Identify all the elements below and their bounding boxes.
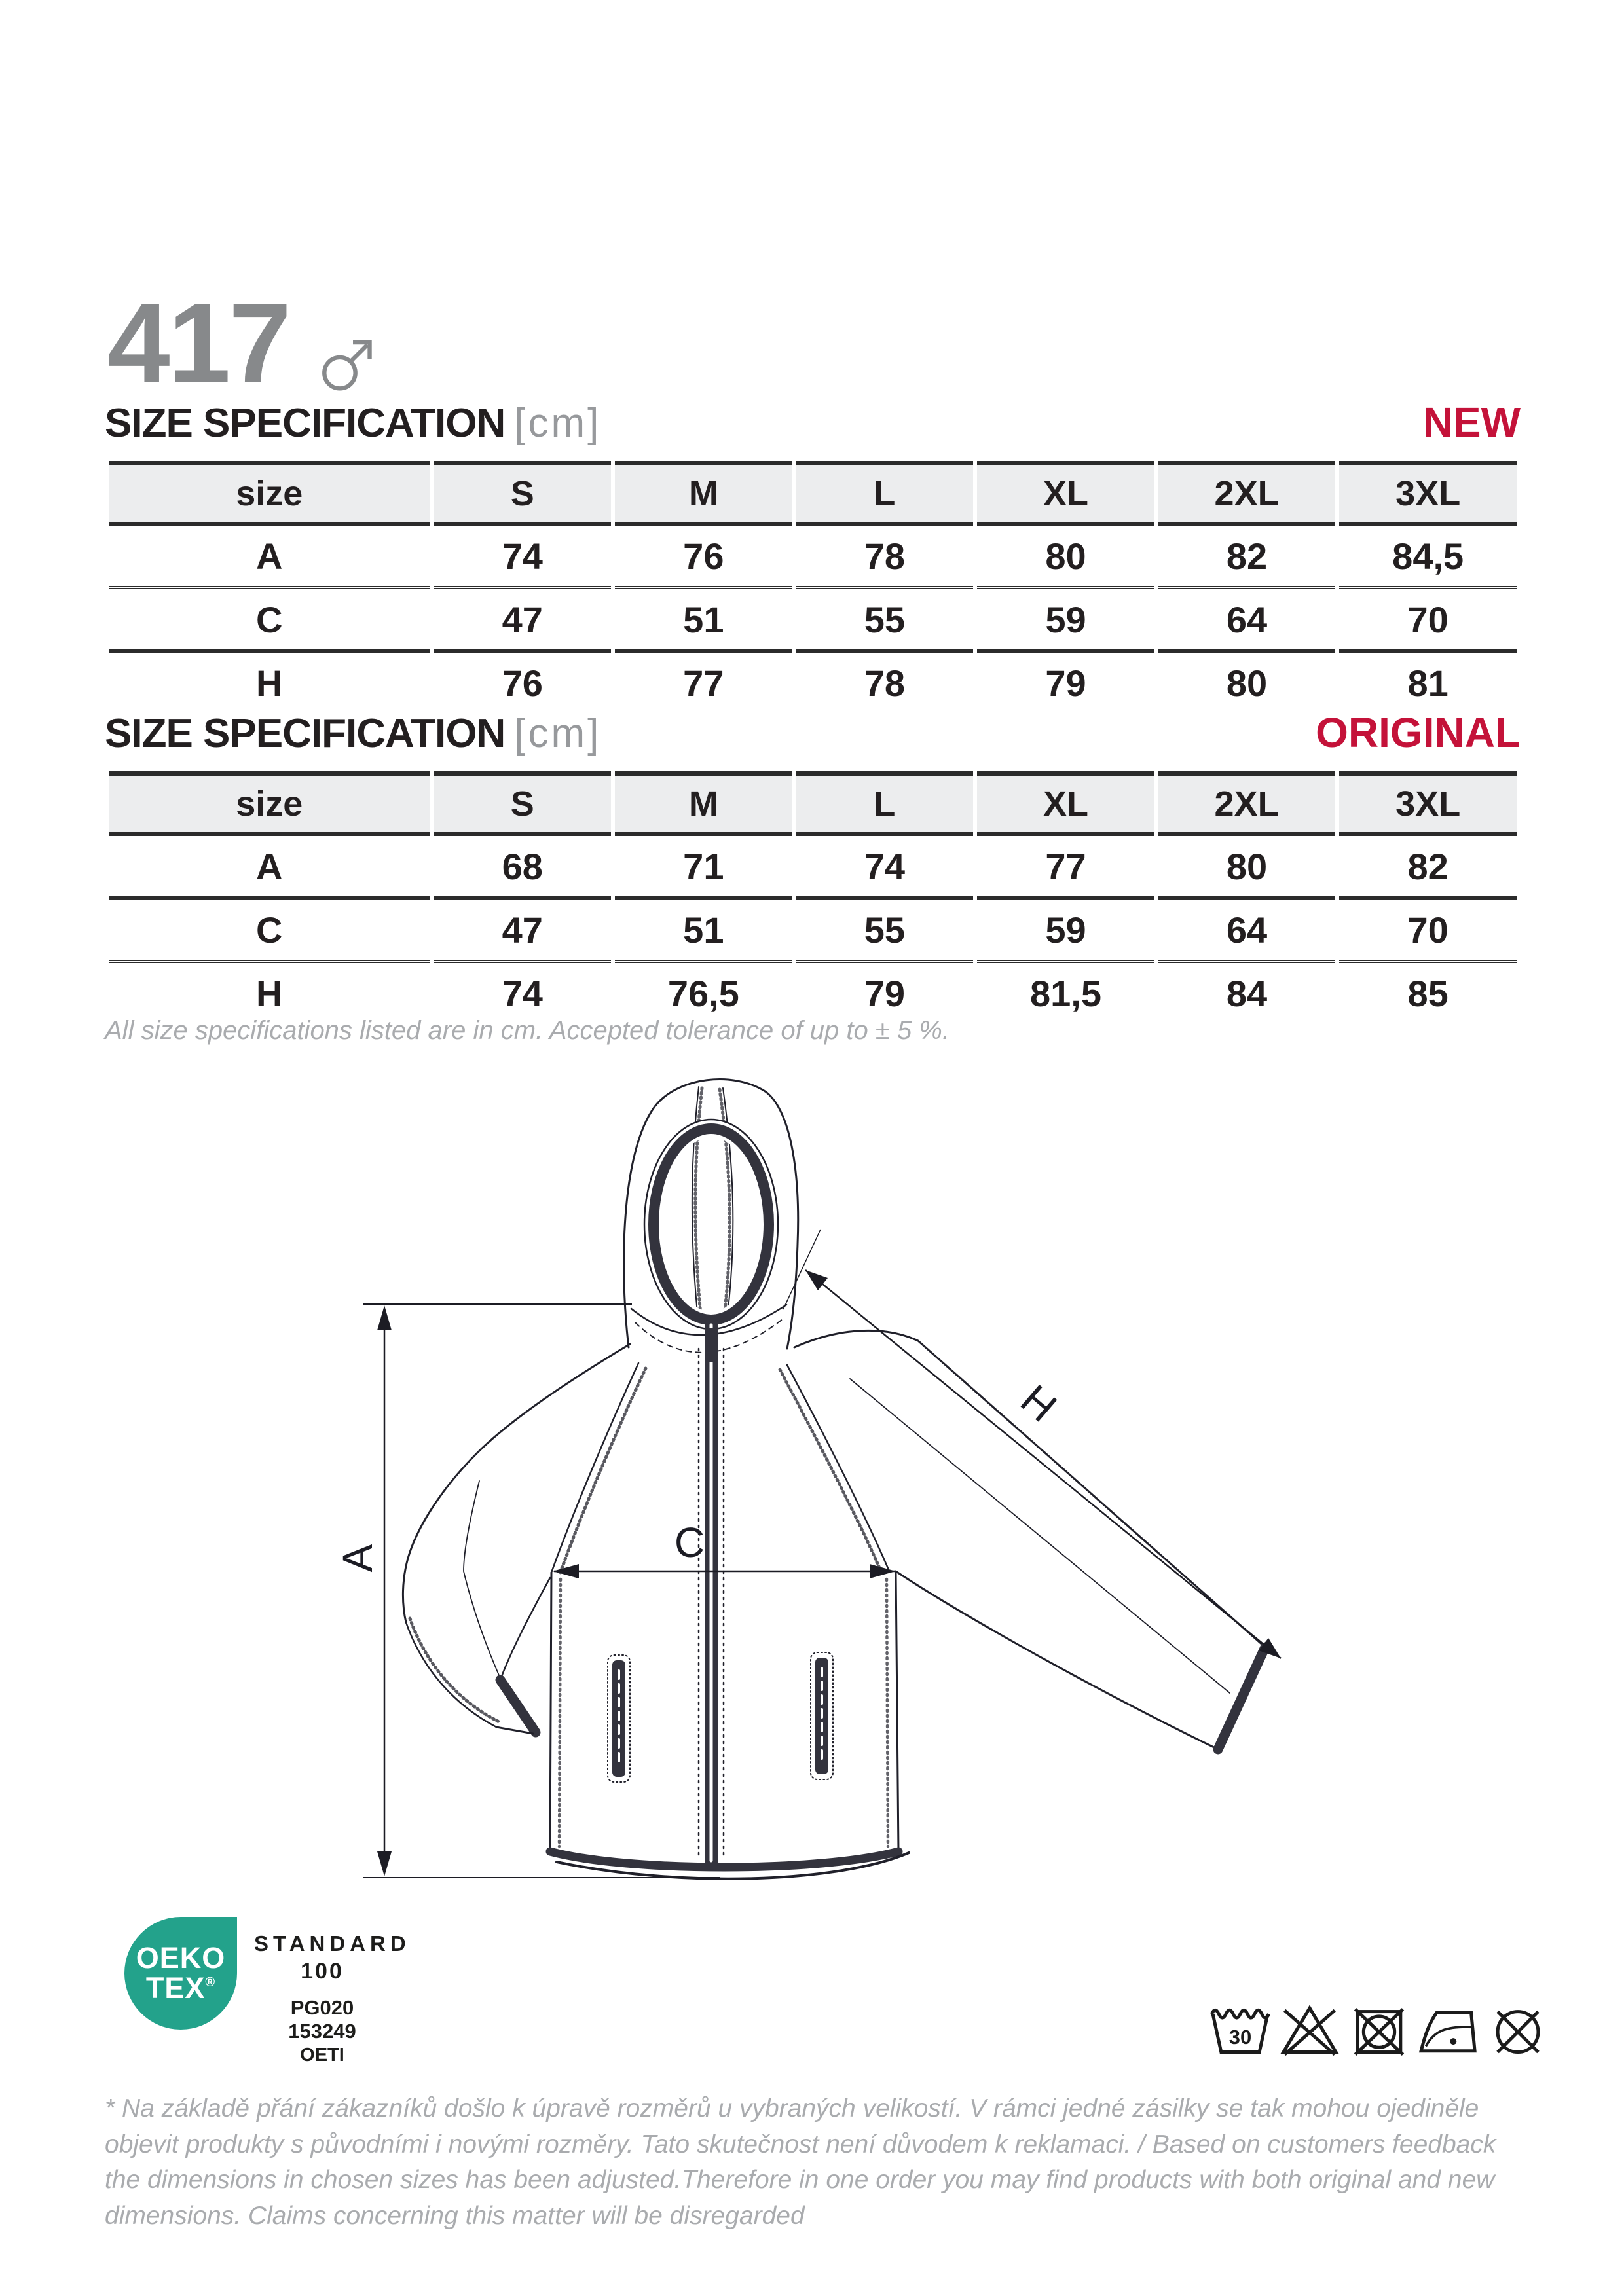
label-A: A xyxy=(334,1544,381,1573)
measurement-value: 59 xyxy=(977,586,1154,649)
certificate-code: PG020 153249 xyxy=(288,1996,356,2043)
measurement-value: 78 xyxy=(796,522,974,586)
measurement-value: 47 xyxy=(434,586,611,649)
size-header-L: L xyxy=(796,771,974,832)
label-C: C xyxy=(674,1519,705,1566)
size-table-new xyxy=(105,461,1521,713)
measurement-value: 84,5 xyxy=(1339,522,1517,586)
measurement-value: 79 xyxy=(796,960,974,1023)
measurement-label: C xyxy=(109,586,430,649)
size-header-S: S xyxy=(434,461,611,522)
product-title-row xyxy=(107,280,373,406)
measurement-label: C xyxy=(109,896,430,960)
hood-opening-rim xyxy=(654,1129,769,1320)
left-cuff xyxy=(500,1680,536,1732)
measurement-value: 80 xyxy=(1158,649,1336,713)
certification-text xyxy=(254,1917,411,2066)
standard-word: STANDARD xyxy=(254,1931,411,1956)
measurement-value: 76 xyxy=(615,522,792,586)
body-left-edge xyxy=(550,1573,551,1851)
measurement-value: 77 xyxy=(977,832,1154,896)
size-spec-section-new xyxy=(105,398,1521,713)
measurement-value: 47 xyxy=(434,896,611,960)
iron-low-temperature-icon xyxy=(1417,2002,1480,2056)
svg-text:30: 30 xyxy=(1228,2025,1252,2049)
size-column-title: size xyxy=(109,771,430,832)
do-not-dry-clean-icon xyxy=(1486,2002,1549,2056)
do-not-tumble-dry-icon xyxy=(1348,2002,1411,2056)
measurement-value: 74 xyxy=(434,960,611,1023)
jacket-outline xyxy=(403,1080,1265,1879)
measurement-value: 55 xyxy=(796,586,974,649)
measurement-value: 59 xyxy=(977,896,1154,960)
badge-new: NEW xyxy=(1422,399,1521,446)
standard-number: 100 xyxy=(301,1959,344,1984)
oeko-tex-certification xyxy=(124,1917,411,2066)
size-column-title: size xyxy=(109,461,430,522)
right-cuff xyxy=(1218,1647,1265,1749)
measurement-value: 64 xyxy=(1158,586,1336,649)
measurement-value: 55 xyxy=(796,896,974,960)
table-row-C xyxy=(109,586,1517,649)
unit-label: [cm] xyxy=(514,711,602,756)
section-title xyxy=(105,400,601,446)
measurement-value: 71 xyxy=(615,832,792,896)
measurement-value: 64 xyxy=(1158,896,1336,960)
size-header-2XL: 2XL xyxy=(1158,771,1336,832)
measurement-value: 80 xyxy=(977,522,1154,586)
care-symbols-row xyxy=(1209,2002,1549,2056)
section-heading xyxy=(105,708,1521,757)
badge-original: ORIGINAL xyxy=(1316,709,1521,756)
measurement-value: 82 xyxy=(1158,522,1336,586)
measurement-value: 80 xyxy=(1158,832,1336,896)
measurement-label: H xyxy=(109,960,430,1023)
measurement-value: 84 xyxy=(1158,960,1336,1023)
section-title xyxy=(105,710,601,757)
wash-30-icon xyxy=(1209,2002,1272,2056)
body-right-edge xyxy=(896,1573,898,1851)
measurement-value: 81 xyxy=(1339,649,1517,713)
measurement-label: H xyxy=(109,649,430,713)
registered-mark: ® xyxy=(205,1975,216,1990)
measurement-value: 76 xyxy=(434,649,611,713)
section-heading xyxy=(105,398,1521,446)
tolerance-note: All size specifications listed are in cm. Accepted tolerance of up to ± 5 %. xyxy=(105,1016,950,1045)
size-table-header-row xyxy=(109,461,1517,522)
measurement-value: 77 xyxy=(615,649,792,713)
label-H: H xyxy=(1012,1375,1066,1431)
size-header-3XL: 3XL xyxy=(1339,461,1517,522)
male-gender-icon xyxy=(320,331,373,395)
table-row-H xyxy=(109,960,1517,1023)
jacket-measurement-diagram xyxy=(314,1061,1310,1892)
size-spec-section-original xyxy=(105,708,1521,1023)
measurement-value: 74 xyxy=(434,522,611,586)
section-title-text: SIZE SPECIFICATION xyxy=(105,711,506,756)
footnote: * Na základě přání zákazníků došlo k úpravě rozměrů u vybraných velikostí. V rámci jedné zásilky se tak mohou ojediněle objevit produkty s původními i novými rozměry. Tato skutečnost není důvodem k reklamaci. / Based on customers feedback the dimensions in chosen sizes has been adjusted.Therefore in one order you may find products with both original and new dimensions. Claims concerning this matter will be disregarded xyxy=(105,2094,1496,2230)
size-table-header-row xyxy=(109,771,1517,832)
size-header-XL: XL xyxy=(977,461,1154,522)
size-table-original xyxy=(105,771,1521,1023)
measurement-value: 74 xyxy=(796,832,974,896)
size-header-L: L xyxy=(796,461,974,522)
do-not-bleach-icon xyxy=(1278,2002,1341,2056)
size-header-M: M xyxy=(615,461,792,522)
measurement-value: 70 xyxy=(1339,586,1517,649)
right-sleeve xyxy=(794,1330,1265,1647)
measurement-label: A xyxy=(109,832,430,896)
table-row-H xyxy=(109,649,1517,713)
table-row-A xyxy=(109,522,1517,586)
oeko-logo-line2: TEX® xyxy=(145,1971,216,2005)
oeko-logo-line1: OEKO xyxy=(136,1941,226,1975)
measurement-value: 70 xyxy=(1339,896,1517,960)
size-header-M: M xyxy=(615,771,792,832)
size-header-3XL: 3XL xyxy=(1339,771,1517,832)
section-title-text: SIZE SPECIFICATION xyxy=(105,401,506,446)
measure-A xyxy=(334,1304,720,1878)
size-header-S: S xyxy=(434,771,611,832)
certificate-institute: OETI xyxy=(300,2045,344,2066)
oeko-tex-logo xyxy=(124,1917,237,2030)
measurement-value: 85 xyxy=(1339,960,1517,1023)
table-row-A xyxy=(109,832,1517,896)
table-row-C xyxy=(109,896,1517,960)
measurement-value: 81,5 xyxy=(977,960,1154,1023)
size-header-XL: XL xyxy=(977,771,1154,832)
measurement-value: 51 xyxy=(615,586,792,649)
measurement-value: 68 xyxy=(434,832,611,896)
measurement-value: 51 xyxy=(615,896,792,960)
measurement-value: 78 xyxy=(796,649,974,713)
product-code: 417 xyxy=(107,280,289,406)
measurement-label: A xyxy=(109,522,430,586)
measurement-value: 79 xyxy=(977,649,1154,713)
measurement-value: 76,5 xyxy=(615,960,792,1023)
unit-label: [cm] xyxy=(514,401,602,446)
measurement-value: 82 xyxy=(1339,832,1517,896)
size-header-2XL: 2XL xyxy=(1158,461,1336,522)
